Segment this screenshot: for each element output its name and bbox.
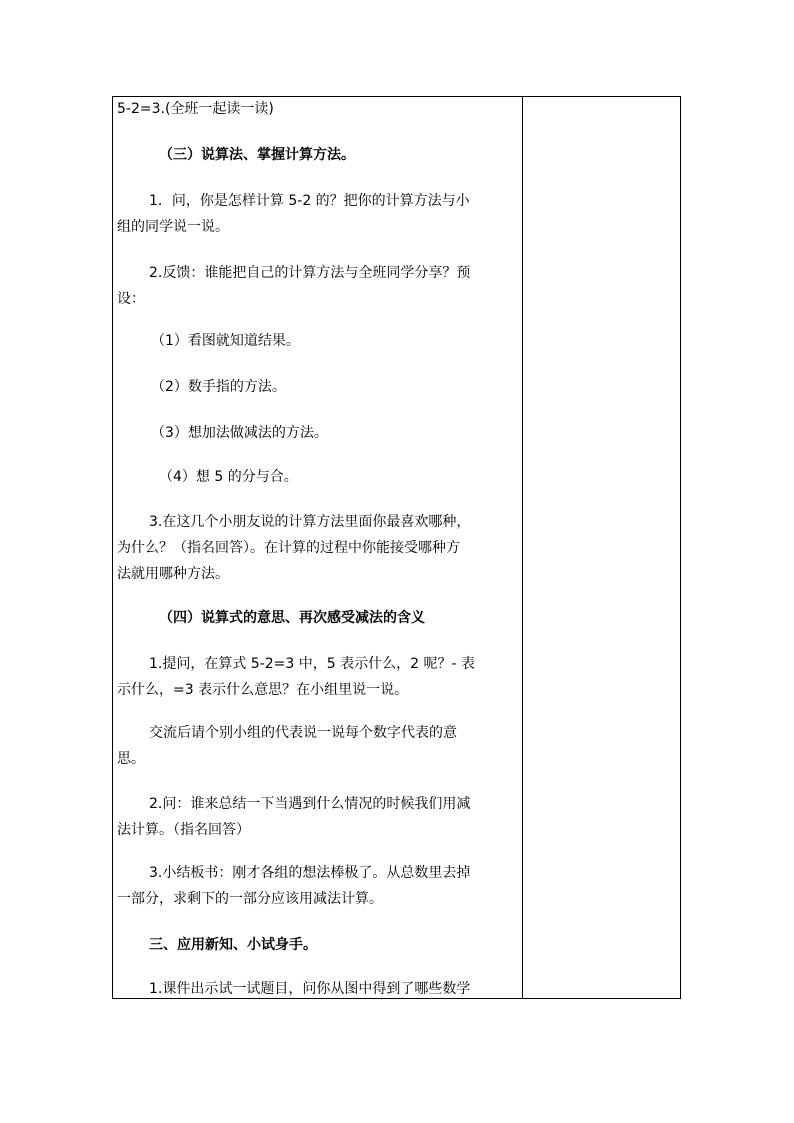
list-item: （3）想加法做减法的方法。 <box>151 425 328 441</box>
section-heading: （三）说算法、掌握计算方法。 <box>159 147 355 163</box>
text-line: 法就用哪种方法。 <box>117 566 229 582</box>
text-line: 1．问，你是怎样计算 5-2 的？把你的计算方法与小 <box>149 193 470 209</box>
text-line: 5-2=3.(全班一起读一读) <box>117 101 274 117</box>
section-heading: （四）说算式的意思、再次感受减法的含义 <box>159 610 425 626</box>
text-line: 2.反馈：谁能把自己的计算方法与全班同学分享？预 <box>149 265 471 281</box>
text-line: 1.课件出示试一试题目，问你从图中得到了哪些数学 <box>149 981 471 997</box>
text-line: 组的同学说一说。 <box>117 219 229 235</box>
text-line: 3.小结板书：刚才各组的想法棒极了。从总数里去掉 <box>149 865 471 881</box>
notes-column <box>523 97 680 998</box>
text-line: 1.提问，在算式 5-2=3 中，5 表示什么，2 呢？- 表 <box>149 656 475 672</box>
section-heading: 三、应用新知、小试身手。 <box>149 937 317 953</box>
text-line: 设： <box>117 291 145 307</box>
content-column <box>113 97 522 998</box>
text-line: 为什么？（指名回答）。在计算的过程中你能接受哪种方 <box>117 540 460 556</box>
text-line: 示什么，=3 表示什么意思？在小组里说一说。 <box>117 682 409 698</box>
list-item: （4）想 5 的分与合。 <box>159 469 298 485</box>
text-line: 交流后请个别小组的代表说一说每个数字代表的意 <box>149 725 457 741</box>
text-line: 思。 <box>117 751 145 767</box>
lesson-table <box>112 96 681 999</box>
list-item: （1）看图就知道结果。 <box>151 333 300 349</box>
text-line: 2.问：谁来总结一下当遇到什么情况的时候我们用减 <box>149 796 471 812</box>
list-item: （2）数手指的方法。 <box>151 379 286 395</box>
text-line: 3.在这几个小朋友说的计算方法里面你最喜欢哪种， <box>149 514 471 530</box>
text-line: 法计算。（指名回答） <box>117 822 250 838</box>
text-line: 一部分，求剩下的一部分应该用减法计算。 <box>117 891 383 907</box>
